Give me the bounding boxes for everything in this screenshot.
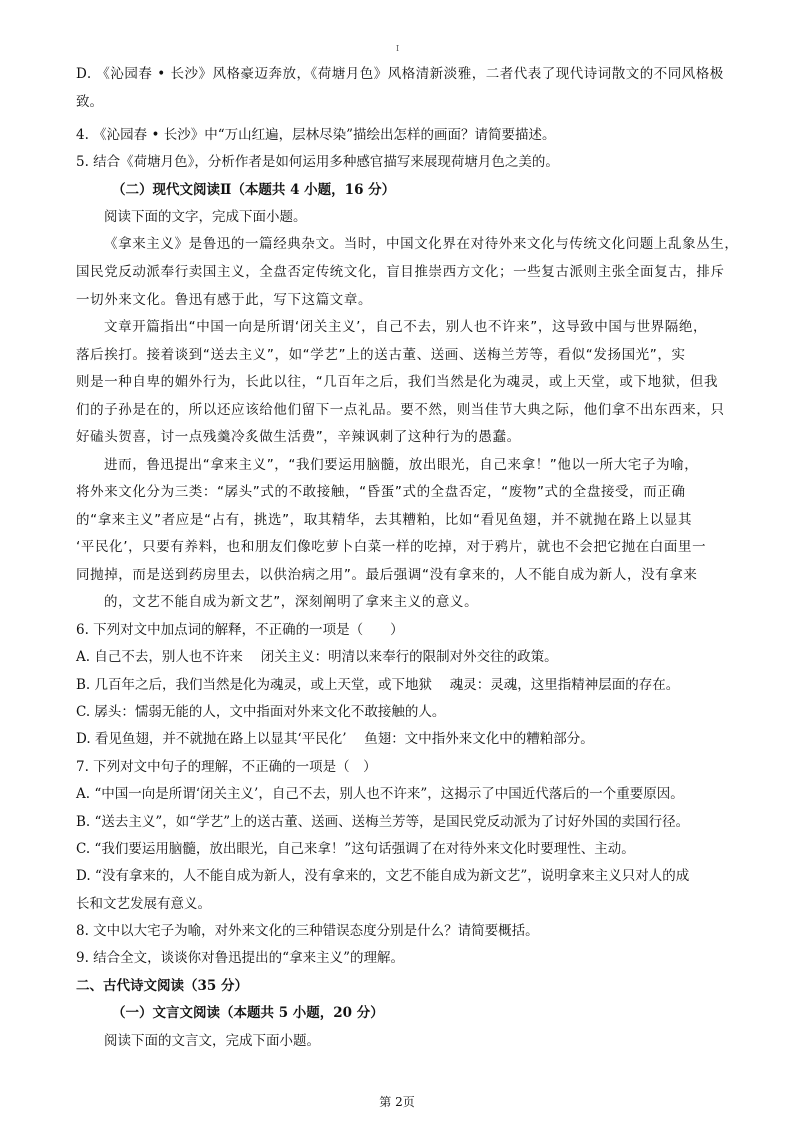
passage-p3-line2: 将外来文化分为三类：“孱头”式的不敢接触，“昏蛋”式的全盘否定，“废物”式的全盘接受，而正确 (76, 484, 686, 500)
question-8: 8. 文中以大宅子为喻，对外来文化的三种错误态度分别是什么？请简要概括。 (76, 923, 539, 939)
reading-instruction: 阅读下面的文字，完成下面小题。 (104, 209, 307, 225)
page-top-mark: I (396, 44, 400, 53)
question-6-option-a: A. 自己不去，别人也不许来 闭关主义：明清以来奉行的限制对外交往的政策。 (76, 649, 558, 665)
section-heading-classical-prose: （一）文言文阅读（本题共 5 小题，20 分） (112, 1005, 384, 1021)
question-6-option-d: D. 看见鱼翅，并不就抛在路上以显其‘平民化’ 鱼翅：文中指外来文化中的糟粕部分。 (76, 731, 594, 747)
question-7-option-d-line1: D. “没有拿来的，人不能自成为新人，没有拿来的，文艺不能自成为新文艺”，说明拿来主义只对人的成 (76, 868, 690, 884)
passage-p2-line3: 则是一种自卑的媚外行为，长此以往，“几百年之后，我们当然是化为魂灵，或上天堂，或下地狱，但我 (76, 374, 719, 390)
question-7-option-d-line2: 长和文艺发展有意义。 (76, 896, 211, 912)
option-d-line2: 致。 (76, 94, 103, 110)
passage-p1-line3: 一切外来文化。鲁迅有感于此，写下这篇文章。 (76, 292, 373, 308)
question-7-option-c: C. “我们要运用脑髓，放出眼光，自己来拿！”这句话强调了在对待外来文化时要理性、主动。 (76, 841, 635, 857)
question-9: 9. 结合全文，谈谈你对鲁迅提出的“拿来主义”的理解。 (76, 950, 404, 966)
passage-p2-line5: 好磕头贺喜，讨一点残羹冷炙做生活费”，辛辣讽刺了这种行为的愚蠢。 (76, 429, 521, 445)
passage-p2-line1: 文章开篇指出“中国一向是所谓‘闭关主义’，自己不去，别人也不许来”，这导致中国与世界隔绝， (104, 319, 708, 335)
passage-p2-line2: 落后挨打。接着谈到“送去主义”，如“学艺”上的送古董、送画、送梅兰芳等，看似“发扬国光”，实 (76, 347, 686, 363)
question-5: 5. 结合《荷塘月色》，分析作者是如何运用多种感官描写来展现荷塘月色之美的。 (76, 154, 559, 170)
passage-p3-line1: 进而，鲁迅提出“拿来主义”，“我们要运用脑髓，放出眼光，自己来拿！”他以一所大宅子为喻， (104, 457, 699, 473)
passage-p3-line5: 同抛掉，而是送到药房里去，以供治病之用”。最后强调“没有拿来的，人不能自成为新人，没有拿来 (76, 567, 698, 583)
passage-p3-line3: 的“拿来主义”者应是“占有，挑选”，取其精华，去其糟粕，比如“看见鱼翅，并不就抛在路上以显其 (76, 512, 693, 528)
option-d-line1: D. 《沁园春 • 长沙》风格豪迈奔放，《荷塘月色》风格清新淡雅，二者代表了现代诗词散文的不同风格极 (76, 66, 724, 82)
passage-p3-line6: 的，文艺不能自成为新文艺”，深刻阐明了拿来主义的意义。 (104, 594, 479, 610)
question-7-option-a: A. “中国一向是所谓‘闭关主义’，自己不去，别人也不许来”，这揭示了中国近代落后的一个重要原因。 (76, 786, 684, 802)
passage-p1-line1: 《拿来主义》是鲁迅的一篇经典杂文。当时，中国文化界在对待外来文化与传统文化问题上乱象丛生， (104, 236, 739, 252)
question-7-option-b: B. “送去主义”，如“学艺”上的送古董、送画、送梅兰芳等，是国民党反动派为了讨好外国的卖国行径。 (76, 814, 690, 830)
section-heading-modern-reading-2: （二）现代文阅读Ⅱ（本题共 4 小题，16 分） (112, 182, 396, 198)
page-number: 第 2页 (379, 1095, 415, 1109)
question-4: 4. 《沁园春 • 长沙》中“万山红遍，层林尽染”描绘出怎样的画面？请简要描述。 (76, 127, 556, 143)
question-6-option-b: B. 几百年之后，我们当然是化为魂灵，或上天堂，或下地狱 魂灵：灵魂，这里指精神层面的存在。 (76, 677, 680, 693)
question-6-option-c: C. 孱头：懦弱无能的人，文中指面对外来文化不敢接触的人。 (76, 704, 446, 720)
passage-p3-line4: ‘平民化’，只要有养料，也和朋友们像吃萝卜白菜一样的吃掉，对于鸦片，就也不会把它抛在白面里一 (76, 539, 707, 555)
passage-p1-line2: 国民党反动派奉行卖国主义，全盘否定传统文化，盲目推崇西方文化；一些复古派则主张全面复古，排斥 (76, 264, 725, 280)
classical-reading-instruction: 阅读下面的文言文，完成下面小题。 (104, 1033, 320, 1049)
question-6: 6. 下列对文中加点词的解释，不正确的一项是（ ） (76, 622, 404, 638)
question-7: 7. 下列对文中句子的理解，不正确的一项是（ ） (76, 759, 377, 775)
passage-p2-line4: 们的子孙是在的，所以还应该给他们留下一点礼品。要不然，则当佳节大典之际，他们拿不出东西来，只 (76, 402, 725, 418)
section-heading-classical: 二、古代诗文阅读（35 分） (76, 978, 248, 994)
